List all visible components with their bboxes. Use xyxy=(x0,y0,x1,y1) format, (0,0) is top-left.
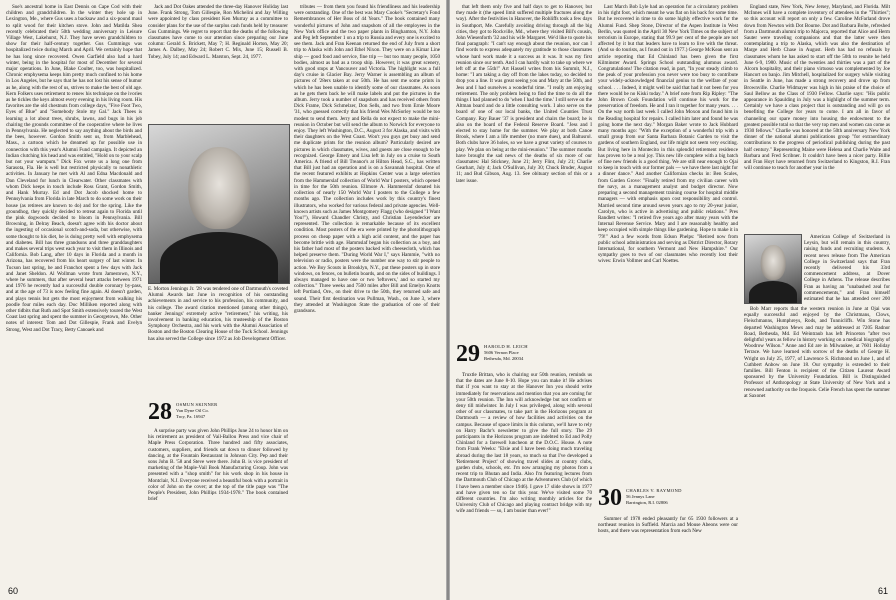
photo-caption-text: E. Morton Jennings Jr. '28 was tendered one of Dartmouth's coveted Alumni Awards last June in recognition of his outstanding achievements in and service to his profession, his community, and his college. The award citation mentioned (among other things), banker Jennings' extremely active "retirement," his writing, his involvement in banking education, his trusteeship of the Boston Symphony Orchestra, and his work with the Alumni Association of Boston and the Boston Clearing House of the Tuck School. Jennings has also served the College since 1972 as Job Development Officer. xyxy=(148,286,288,342)
page-number-right: 61 xyxy=(877,586,888,596)
class-29-header xyxy=(456,342,592,366)
left-col1-text: Sue's ancestral home in East Dennis on Cape Cod with their children and grandchildren. In the winter they hole up in Lexington, Me., where Gus uses a backsaw and a six-pound maul to split wood for their kitchen stove. John and Matilda Shea recently celebrated their 50th wedding anniversary in Leisure Village West, Lakehurst, N.J. They have seven grandchildren to show for their half-century together. Gus Cummings was hospitalized twice during March and April. We certainly hope that he has long since recovered. Owen Garfield also had a hard winter, being in the hospital for most of December for several major operations. In June, Blake Coulter, too, was hospitalized. Chronic emphysema keeps him pretty much confined to his home in Los Angeles, but he says that he has not lost his sense of humor as he, along with the rest of us, strives to make the best of old age. Kern Folkers uses retirement to renew his technique on the ivories as he tickles the keys almost every evening in his living room. His favorites are the old chestnuts from college days, "Five Foot Two, Eyes of Blue" and "Somebody Stole my Gal." Jack Thees is learning a lot about trees, shrubs, lawns, and bugs in his job chairing the grounds committee of the cooperative where he lives in Pennsylvania. He neglected to say anything about the birds and the bees, however. Gordon Smith sent us, from Marblehead, Mass., a cartoon which he dreamed up for possible use in connection with this year's Alumni Fund campaign. It depicted an Indian clutching his head and was entitled, "Hold on to your scalp but not your wampum." Dick Fox wrote us a long one from Sarasota, Fla. He is well but restricted physically to nonathletic activities. In January he met with Al and Edna Macdonald and Dan Cleveland for lunch in Clearwater. Other classmates with whom Dick keeps in touch include Ross Grant, Gordon Smith, and Hank Murray. Ed and Dot Jacob shocked home to Pennsylvania from Florida in late March to do some work on their house (as retirees are known to do) and for the spring. Like the groundhog, they quickly decided to retreat again to Florida until the pink dogwoods decided to bloom in Pennsylvania. Bill Browning, in Delray Beach, doesn't agree with his doctor about the ingesting of occasional scotch-and-soda, but otherwise, with some thought to his diet, he is doing pretty well with emphysema and diabetes. Bill has three grandsons and three granddaughters and makes several trips west each year to visit them in Illinois and California. Bob Lang, after 10 days in Florida and a month in Arizona, has recovered from his heart surgery of last winter. In Tucson last spring, he and Franchot spent a few days with Jack and Janet Sheldon. Al Wollman wrote from Jamestown, N.Y., where he summers, that after several heart attacks between 1971 and 1976 he recently had a successful double coronary by-pass, and at the age of 73 is now feeling fine again. Al doesn't garden, and plays tennis but gets the most enjoyment from walking his poodle four miles each day. Doc Milliken reported along with other tidbits that Ruth and Spot Smith extensively toured the West Coast last spring and spent the summer in Georgetown, Me. Other notes of interest: Tom and Dot Gillespie, Frank and Evelyn Strong, West and Dot Tracy, Betty Canoaek and xyxy=(6,4,142,333)
left-column-3 xyxy=(294,4,440,580)
class-secretary-address-2: Barrington, R.I. 02806 xyxy=(626,499,668,505)
left-col3-text: tributes — from them you found his friendliness and his leadership were outstanding. One of the best was Mary Cooke's "Secretary's Fond Remembrances of Her Boss of 44 Years." The book contained many wonderful pictures of John and snapshots of all the employees in the New York office and the two paper plants in Binghamton, N.Y. John and Peg left September 1 on a trip to Russia and every one is excited to see them. Jack and Fran Keenan returned the end of July from a short trip to Alaska with John and Ethel Nixon. They were on a Kimar Line ship — good food and service, fine trip — but too many people, 1050 bodies, almost as bad as a troop ship. However, it was great scenery, with good stops at Vancouver and Victoria. The highlight was a full day's cruise in Glacier Bay. Jerry Warner is assembling an album of pictures of '28ers taken at our 50th. He has sent me some prints in which he has been unable to identify some of our classmates. As soon as he gets them back he will make labels and put the pictures in the album. Jerry took a number of snapshots and has received others from Dick Frame, Dick Schmelzer, Don Sells, and two from Ernie Moore '31, who guessed correctly that his friend Wes McSorley would be too modest to send them. Jerry and Rella do not expect to make the mini-reunion in October but will send the album to Norwich for everyone to enjoy. They left Washington, D.C., August 3 for Alaska, and visits with their daughters on the West Coast. Won't you guys get busy and send me duplicate prints for the reunion album? Particularly desired are pictures in which classmates, wives, and guests are close enough to be recognized. George Emery and Lisa left in July on a cruise to South America. A friend of Bill Treanor's at Hilton Head, S.C., has written that Bill just had an operation and is on a Savannah hospital. One of the recent featured exhibits at Hopkins Center was a large selection from the Hammerslaf collection of World War I posters, which opened in time for the 50th reunion. Ellmore A. Hammerslaf donated his collection of nearly 150 World War I posters to the College a few months ago. The collection includes work by this country's finest illustrators, who worked for various federal and private agencies. Well-known artists such as James Montgomery Flagg (who designed "I Want You!"), Howard Chandler Christy, and Christian Leyendecker are represented. The collection is remarkable because of its excellent condition. Most posters of the era were printed by the photolithograph process on cheap paper with a high acid content, and the paper has become brittle with age. Hammslaf began his collection as a boy, and his father had most of the posters backed with cheesecloth, which has helped preserve them. "During World War I," says Hammie, "with no television or radio, posters were the number one way to stir people to action. We Boy Scouts in Brooklyn, N.Y., put these posters up in store windows, on fences, on bulletin boards, and on the sides of buildings. I always managed to have one or two 'leftovers,' and so started my collection." Three weeks and 7500 miles after Bill and Emelyn Knotts left Portland, Ore., on their drive to the 50th, they returned safe and sound. Their first destination was Pullman, Wash., on June 3, where they attended at Washington State the graduation of one of their grandsons. xyxy=(294,4,440,314)
class-secretary-address-2: Bethesda, Md. 20034 xyxy=(484,355,524,361)
class-secretary-address-1: 5606 Vernon Place xyxy=(484,349,519,355)
right-column-3-wrap xyxy=(804,234,890,302)
right-column-3-top xyxy=(744,4,890,230)
small-portrait-shoulders xyxy=(749,281,796,304)
class-secretary-address-1: Van Dyne Oil Co. xyxy=(176,407,209,413)
right-col2-text: Last March Bob Lyle had an operation for a circulatory problem in his right foot, which meant he was flat on his back for some time. But he recovered in time to do some highly effective work for the Alumni Fund. Shep Stone, Director of the Aspen Institute in West Berlin, was quoted in the April 30 New York Times on the subject of terrorism in Europe, stating that 99.9 per cent of the people are not affected by it but that leaders have to learn to live with the threat. (And so do tourists, as I found out in 1977.) George McKean sent an article reporting that Ed Chinland has been given the first Kilminster Award. Springs School outstanding alumnus award. Congratulations! The citation read, in part, "In your steady climb to the peak of your profession you never were too busy to contribute your widely-acknowledged financial genius to the welfare of your school. . . . Indeed, it might well be said that had it not been for you there would be no Kiski today." A brief note from Rip Ripley: "The John Brown Cook Foundation will continue his work for the preservation of freedom. He and I ran it together for many years. . . . On the way north last week I called John Moxon and found him in the Reading hospital for repairs. I called him later and found he was going home the next day." Morgan Baker wrote to Jack Hubbard many months ago: "With the exception of a wonderful trip with a small group from our Santa Barbara Botanic Garden to visit the gardens of southern England, our life might not seem very exciting. But living here in Montecito in this splendid retirement residence has proven to be a real joy. This new life complete with a big batch of fine new friends is a good thing. We are still near enough to Ojai to keep in touch with our former pals — we have there last night for a dinner dance." And another Californian checks in: Ben Scales, from Garden Grove: "Finally retired from my civilian career with the navy, as a management analyst and budget director. Now preparing a second management training course for hospital middle managers — with emphasis upon cost responsibility and control. Married second time around seven years ago to my 20-year junior, Carolyn, who is active in advertising and public relations." Pres Randlett writes: "I retired five years ago after many years with the Internal Revenue Service. Mary and I are reasonably healthy and keep occupied with simple things like gardening. Hope to make it in '79!" And a few words from Edson Phelps: "Retired now from public school administration and serving as District Director, Rotary International, for southern Vermont and New Hampshire." Our sympathy goes to two of our classmates who recently lost their wives: Erwin Vollmer and Carl Noettes. xyxy=(598,4,738,265)
photo-caption xyxy=(148,286,288,394)
class-secretary-name: HAROLD H. LEICH xyxy=(484,344,528,349)
class-30-header xyxy=(598,486,738,510)
small-portrait-head xyxy=(761,245,786,280)
left-column-1 xyxy=(6,4,142,580)
class-number: 28 xyxy=(148,399,172,425)
class-secretary-address-1: 56 Jennys Lane xyxy=(626,493,655,499)
right-column-3-bottom xyxy=(744,306,890,582)
left-column-2-bottom xyxy=(148,428,288,580)
class-secretary-address-2: Troy, Pa. 16947 xyxy=(176,413,206,419)
class-secretary-block xyxy=(484,342,528,361)
class-secretary-block xyxy=(176,400,218,419)
portrait-head xyxy=(188,147,250,229)
right-column-1-bottom xyxy=(456,372,592,582)
portrait-photo xyxy=(148,124,290,284)
small-portrait-photo xyxy=(744,234,802,304)
page-number-left: 60 xyxy=(8,586,19,596)
right-page xyxy=(450,0,896,600)
right-column-1-top xyxy=(456,4,592,338)
left-column-2-top xyxy=(148,4,288,120)
class-secretary-name: CHARLES V. RAYMOND xyxy=(626,488,682,493)
class-secretary-block xyxy=(626,486,682,505)
right-column-2-bottom xyxy=(598,516,738,582)
right-col3-wrap-text: American College of Switzerland in Leysin, but will remain in this country, raising funds and recruiting students. A recent news release from The American College in Switzerland says that Fran recently delivered his 33rd commencement address, at Dover College in Athens. The release describes Fran as having an "unabashed zeal for commencements," and Fran himself estimated that he has attended over 200 xyxy=(804,234,890,302)
class-number: 29 xyxy=(456,341,480,367)
right-col1-bottom-text: Truxtle Brittan, who is chairing our 50th reunion, reminds us that the dates are June 8-10. Hope you can make it! He advises that if you want to stay at the Hanover Inn you should write immediately for reservations and mention that you are coming for your 50th reunion. The Inn will acknowledge but not confirm or deny till midwinter. In July I was privileged, along with several other of our classmates, to take part in the Horizons program at Dartmouth — a review of how facilities and activities on the campus. Because of space limits in this column, we'll have to rely on Harry Bachr's newsletter to give the full story. The 29 participants in the Horizons program are indebted to Ed and Polly Chinland for a farewell luncheon at the D.O.C. House. A note from Frank Weeks: "Elsie and I have been doing much traveling abroad during the last 18 years, so much so that I've developed a 'Retirement Project' of showing travel slides at country clubs, garden clubs, schools, etc. I'm now arranging my photos from a recent trip to Bhutan and India. Also I'm featuring lectures from the Dartmouth Club of Chicago at the Adventurers Club (of which I have been a member since 1946). I gave 17 slide shows in 1977 and have given ten so far this year. We've visited some 70 different countries. I'm also writing monthly articles for the University Club of Chicago and playing contract bridge with my wife and friends — so, I am busier than ever!" xyxy=(456,372,592,515)
left-col2-bottom-text: A surprise party was given John Phillips June 24 to honor him on his retirement as president of Vail-Ballou Press and vice chair of Maple Press Corporation. Three hundred and fifty associates, customers, suppliers, and friends sat down to dinner followed by dancing, at the Fountain Restaurant in Johnson City. Pep and their sons John B. '58 and Steve were there. John B. is vice president of marketing of the Maple-Vail Book Manufacturing Group. John was presented with a "shop smith" for his work shop in his house in Montclair, N.J. Everyone received a beautiful book with a portrait in color of John on the cover; at the top of the title page was "The People's President, John Phillips 1934-1978." The book contained brief xyxy=(148,428,288,503)
right-col2-bottom-text: Summer of 1978 ended pleasantly for 65 1930 followers at a northeast reunion in Suffield. Marcia and Mouse Abeons were our hosts, and there was representation from each New xyxy=(598,516,738,535)
left-col2-top-text: Jack and Dot Oakes attended the three-day Hanover Holiday last June. Frank Strong, Tom Gillespie, Ron Michelini and Jay Willing were appointed by class president Ken Murray as a committee to consider plans for the use of the surplus cash funds held by treasurer Gus Cummings. We regret to report that the deaths of the following classmates have come to our attention since preparing our June column: Gerald S. Brickett, May 7; H. Reginald Horton, May 20; James A. Dalbey, May 24; Robert C. Mix, June 15; Russell B. Tobey, July 14; and Edward L. Marston, Sept. 24, 1977. xyxy=(148,4,288,60)
right-col1-top-text: that left them only five and half days to get to Hanover, but they made it (the speed limit suffered multiple fractures along the way). After the festivities in Hanover, the Rohliffs took a few days in Southport, Me. Carefully avoiding driving through all the big cities, they got to Rockville, Md., where they visited Bill's cousin, John Wiesenforth '32 and his wife Margaret. We'd like to quote his final paragraph: "I can't say enough about the reunion, nor can I find words to express adequately my gratitude to those classmates whose hard work made it a success as it was. It was my first reunion since our tenth. And I can hardly wait to take up where we left off at the 55th!" Art Hassell writes from his Summit, N.J., home: "I am taking a day off from the lakes today, so decided to drop you a line. It was great seeing you and Mary at the 50th, and Jess and I had ourselves a wonderful time. "I really am enjoying retirement. The only problem being to find the time to do all the things I had planned to do 'when I had the time.' I still serve on the Altman board and do a little consulting work. I also serve on the board of one of our local banks, the United Counties Trust Company. Ray Bauer '37 is president and chairs the board; he is also on the board of the Federal Reserve Board. "Jess and I elected to stay home for the summer. We play at both Canoe Brook, where I am a life member (no more dues), and Baltusrol. Both clubs have 36 holes, so we have a great variety of courses to play. We plan on being at the mini-reunion." The summer months have brought the sad news of the deaths of six more of our classmates: Hal Stickney, June 21; Jerry Flint, July 21; Charlie Gearhart, July 4; Jack O'Sullivan, July 30; Chuck Bruder, August 11; and Bud Gibson, Aug. 13. See obituary section of this or a later issue. xyxy=(456,4,592,184)
class-28-header xyxy=(148,400,288,424)
left-page xyxy=(0,0,446,600)
class-secretary-name: OSMUN SKINNER xyxy=(176,402,218,407)
right-column-2 xyxy=(598,4,738,482)
class-number: 30 xyxy=(598,485,622,511)
right-col3-top-text: England state, New York, New Jersey, Maryland, and Florida. Milt McInnes will have a complete inventory of attendees in the "Thirties"; so this account will report on only a few. Caroline McFarland drove down from Newton with Dot Bourne. Dot and Barbara Bolte, refreshed from a Dartmouth alumni trip to Majorca, reported that Alice and Herm Sauter were traveling companions and that the latter were then contemplating a trip to Alaska, which was also the destination of Marge and Herb Chase in August. Herb has had no refusals by classmates whom he has asked to start off the 50th to reunite he held June 6-9, 1980. Music of the twenties and thirties was a part of the Alcorn hospitality, and their piano virtuoso was complemented by Joe Hancort on banjo. Jim Mitchell, hospitalized for surgery while visiting in Seattle in June, has made a strong recovery and drove up from Brownville. Charlie Widmayer was high in his praise of the choice of Saul Bellow as the Class of 1930 Fellow. Charlie says: "His public appearance in Spaulding in July was a highlight of the summer term. Certainly we have a class project that is outstanding and will go on benefiting the College for years to come. I am all in favor of channeling our spare money into housing the endowment to the greatest possible total so that the very top men and women can come as 1930 fellows." Charlie was honored at the 50th anniversary New York dinner of the national alumni publications group "for extraordinary contributions to the progress of periodical publishing during the past half century." Representing Maine were Helena and Charlie Waite and Barbara and Fred Scribner. It couldn't have been a nicer party. Billie and Fran Hoyt have returned from Switzerland to Kingston, R.I. Fran will continue to teach for another year in the xyxy=(744,4,890,172)
right-col3-bottom-text: Bob Marr reports that the western reunion in June at Ojai was equally successful and enjoyed by the Christmans, Clows, Fleischmanns, Humphreys, Rods, and Tunnicliffs. Win Stone has departed Washington Mews and may be addressed at 7205 Radnor Road, Bethesda, Md. Ed Weintraub has left Princeton "after two delightful years as fellow in history working on a medical biography of Woodrow Wilson." Anne and Ed are in Milwaukee, at 7601 Holiday Terrace. We have learned with sorrow of the deaths of George H. Wright on July 25, 1977, of Lawrence S. Richmond on June 1, and of Cuthbert Anbow on June 18. Our sympathy is extended to their families. Bill Fenton is recipient of the Citizen Laureat Award sponsored by the University Foundation. Bill is Distinguished Professor of Anthropology at State University of New York and a renowned authority on the Iroquois. Celie French has spent the summer at Saxonet xyxy=(744,306,890,399)
portrait-shoulders xyxy=(160,232,278,284)
